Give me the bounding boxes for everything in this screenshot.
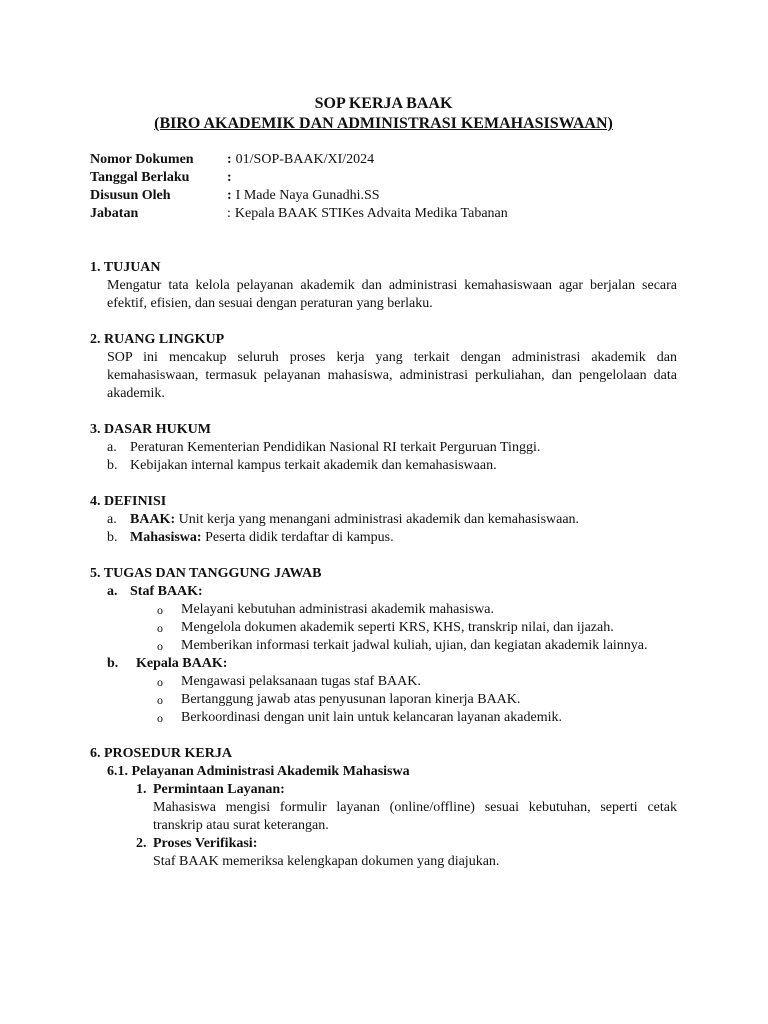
step-title: Proses Verifikasi: <box>153 836 258 851</box>
section-heading: 3. DASAR HUKUM <box>90 422 211 437</box>
step-description: Staf BAAK memeriksa kelengkapan dokumen yang diajukan. <box>153 854 500 869</box>
definition-text: Peserta didik terdaftar di kampus. <box>201 530 394 545</box>
bullet-marker: o <box>157 711 163 725</box>
subsection-heading: 6.1. Pelayanan Administrasi Akademik Mahasiswa <box>107 764 410 779</box>
meta-row-nomor: Nomor Dokumen : 01/SOP-BAAK/XI/2024 <box>90 152 375 167</box>
section-heading: 1. TUJUAN <box>90 260 161 275</box>
list <box>107 439 677 475</box>
list-item-text: Kebijakan internal kampus terkait akademik dan kemahasiswaan. <box>130 458 497 473</box>
section-tugas <box>90 565 677 727</box>
meta-key: Nomor Dokumen <box>90 152 194 167</box>
bullet-list <box>157 601 677 655</box>
bullet-item <box>157 709 677 727</box>
section-heading: 2. RUANG LINGKUP <box>90 332 225 347</box>
bullet-text: Mengelola dokumen akademik seperti KRS, KHS, transkrip nilai, dan ijazah. <box>181 620 614 635</box>
procedure-step-heading <box>136 781 677 799</box>
bullet-item <box>157 619 677 637</box>
meta-value: Kepala BAAK STIKes Advaita Medika Tabanan <box>234 206 508 221</box>
section-dasar-hukum <box>90 421 677 475</box>
meta-value: 01/SOP-BAAK/XI/2024 <box>235 152 375 167</box>
meta-key: Tanggal Berlaku <box>90 170 190 185</box>
section-heading: 5. TUGAS DAN TANGGUNG JAWAB <box>90 566 322 581</box>
bullet-list <box>157 673 677 727</box>
section-tujuan <box>90 259 677 313</box>
step-marker: 1. <box>136 782 147 797</box>
section-heading: 6. PROSEDUR KERJA <box>90 746 232 761</box>
bullet-marker: o <box>157 621 163 635</box>
bullet-marker: o <box>157 639 163 653</box>
list <box>107 511 677 547</box>
bullet-item <box>157 601 677 619</box>
bullet-item <box>157 673 677 691</box>
list-item <box>107 457 677 475</box>
section-ruang-lingkup <box>90 331 677 403</box>
meta-row-disusun: Disusun Oleh : I Made Naya Gunadhi.SS <box>90 188 380 203</box>
meta-row-jabatan: Jabatan : Kepala BAAK STIKes Advaita Medika Tabanan <box>90 206 508 221</box>
list-marker: b. <box>107 656 119 671</box>
bullet-item <box>157 691 677 709</box>
procedure-step-heading <box>136 835 677 853</box>
bullet-text: Berkoordinasi dengan unit lain untuk kelancaran layanan akademik. <box>181 710 562 725</box>
step-title: Permintaan Layanan: <box>153 782 285 797</box>
list-item <box>107 511 677 529</box>
definition-term: Mahasiswa: <box>130 530 202 545</box>
list-item <box>107 439 677 457</box>
group-label: Staf BAAK: <box>130 584 203 599</box>
section-prosedur <box>90 745 677 871</box>
section-paragraph: Mengatur tata kelola pelayanan akademik dan administrasi kemahasiswaan agar berjalan secara efektif, efisien, dan sesuai dengan peraturan yang berlaku. <box>107 278 677 311</box>
section-heading: 4. DEFINISI <box>90 494 167 509</box>
list-item-text: Peraturan Kementerian Pendidikan Nasional RI terkait Perguruan Tinggi. <box>130 440 541 455</box>
group-heading-kepala <box>107 655 677 673</box>
step-description: Mahasiswa mengisi formulir layanan (online/offline) sesuai kebutuhan, seperti cetak transkrip atau surat keterangan. <box>153 800 677 833</box>
meta-key: Disusun Oleh <box>90 188 171 203</box>
definition-text: Unit kerja yang menangani administrasi akademik dan kemahasiswaan. <box>175 512 580 527</box>
meta-key: Jabatan <box>90 206 139 221</box>
bullet-item <box>157 637 677 655</box>
list-marker: b. <box>107 458 118 473</box>
meta-row-tanggal: Tanggal Berlaku : <box>90 170 232 185</box>
definition-term: BAAK: <box>130 512 176 527</box>
bullet-text: Mengawasi pelaksanaan tugas staf BAAK. <box>181 674 421 689</box>
document-page <box>90 94 677 871</box>
document-metadata <box>90 151 677 223</box>
list-marker: b. <box>107 530 118 545</box>
bullet-text: Melayani kebutuhan administrasi akademik mahasiswa. <box>181 602 494 617</box>
section-paragraph: SOP ini mencakup seluruh proses kerja yang terkait dengan administrasi akademik dan kemahasiswaan, termasuk pelayanan mahasiswa, administrasi perkuliahan, dan pengelolaan data akademik. <box>107 350 677 401</box>
list-marker: a. <box>107 584 118 599</box>
document-title: SOP KERJA BAAK <box>314 95 453 112</box>
list-marker: a. <box>107 440 117 455</box>
group-heading-staf <box>107 583 677 601</box>
step-marker: 2. <box>136 836 147 851</box>
bullet-marker: o <box>157 603 163 617</box>
bullet-marker: o <box>157 675 163 689</box>
group-label: Kepala BAAK: <box>136 656 228 671</box>
bullet-text: Memberikan informasi terkait jadwal kuliah, ujian, dan kegiatan akademik lainnya. <box>181 638 648 653</box>
bullet-text: Bertanggung jawab atas penyusunan laporan kinerja BAAK. <box>181 692 521 707</box>
meta-value: I Made Naya Gunadhi.SS <box>235 188 380 203</box>
list-marker: a. <box>107 512 117 527</box>
list-item <box>107 529 677 547</box>
section-definisi <box>90 493 677 547</box>
document-subtitle: (BIRO AKADEMIK DAN ADMINISTRASI KEMAHASISWAAN) <box>154 115 613 132</box>
bullet-marker: o <box>157 693 163 707</box>
